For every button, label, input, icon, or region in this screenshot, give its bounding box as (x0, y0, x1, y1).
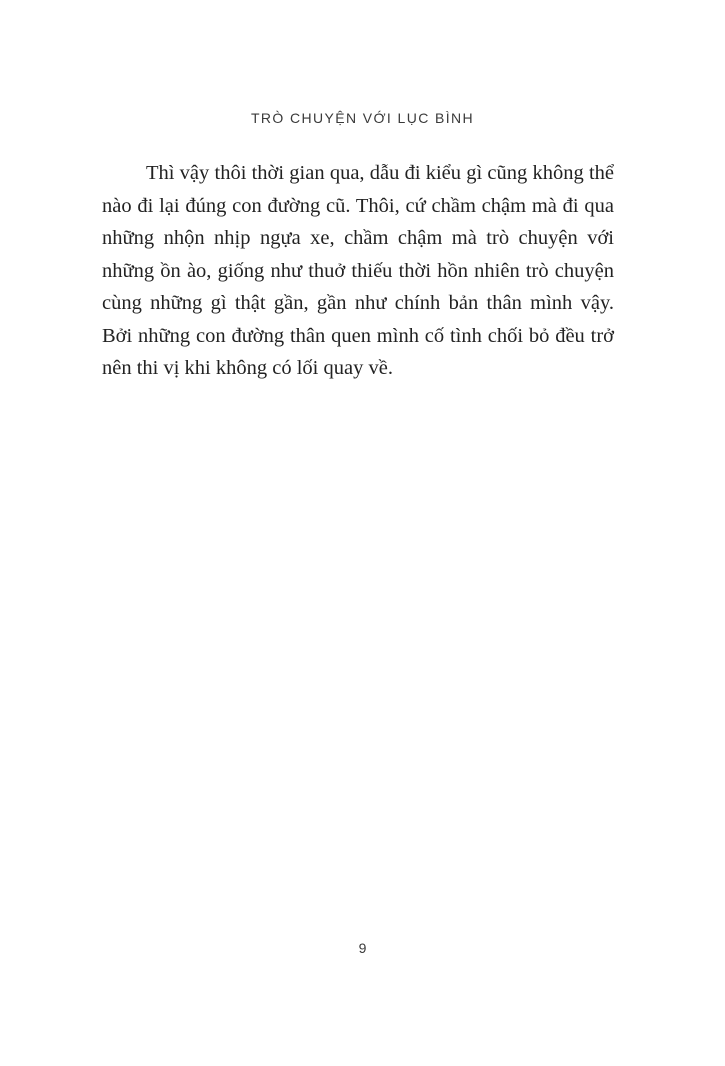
body-paragraph: Thì vậy thôi thời gian qua, dẫu đi kiểu gì cũng không thể nào đi lại đúng con đường cũ. Thôi, cứ chầm chậm mà đi qua những nhộn nhịp ngựa xe, chầm chậm mà trò chuyện với những ồn ào, giống như thuở thiếu thời hồn nhiên trò chuyện cùng những gì thật gần, gần như chính bản thân mình vậy. Bởi những con đường thân quen mình cố tình chối bỏ đều trở nên thi vị khi không có lối quay về. (102, 162, 614, 379)
page-number: 9 (358, 940, 367, 956)
running-header: TRÒ CHUYỆN VỚI LỤC BÌNH (250, 110, 475, 126)
